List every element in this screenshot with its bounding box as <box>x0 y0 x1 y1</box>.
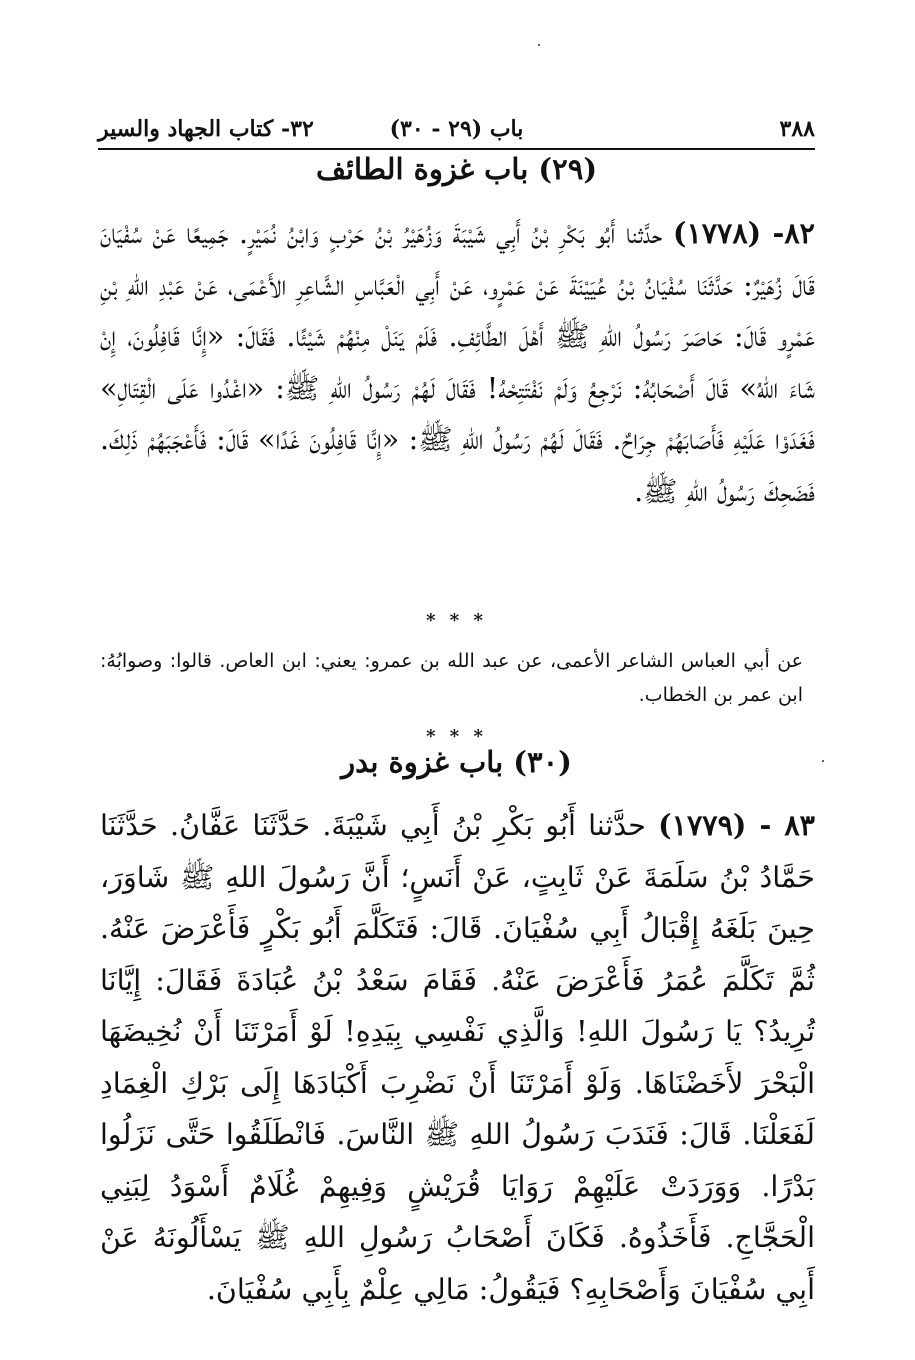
book-title: ٣٢- كتاب الجهاد والسير <box>98 116 314 142</box>
running-header <box>98 112 815 146</box>
hadith-number-82: ٨٢- (١٧٧٨) <box>672 216 815 250</box>
scan-speck <box>822 760 824 762</box>
hadith-82 <box>100 208 815 517</box>
section-title-30: (٣٠) باب غزوة بدر <box>341 745 572 779</box>
header-rule <box>98 148 815 150</box>
page-number: ٣٨٨ <box>779 116 815 142</box>
hadith-text-82: حدَّثنا أَبُو بَكْرِ بْنُ أَبِي شَيْبَةَ وَزُهَيْرُ بْنُ حَرْبٍ وَابْنُ نُمَيْرٍ. جَمِيعًا عَنْ سُفْيَانَ قَالَ زُهَيْرٌ: حَدَّثَنَا سُفْيَانُ بْنُ عُيَيْنَةَ عَنْ عَمْرٍو، عَنْ أَبِي الْعَبَّاسِ الشَّاعِرِ الأَعْمَى، عَنْ عَبْدِ اللهِ بْنِ عَمْرٍو قَالَ: حَاصَرَ رَسُولُ اللهِ ﷺ أَهْلَ الطَّائِفِ. فَلَمْ يَنَلْ مِنْهُمْ شَيْئًا. فَقَالَ: «إِنَّا قَافِلُونَ، إِنْ شَاءَ اللهُ» قَالَ أَصْحَابُهُ: نَرْجِعُ وَلَمْ نَفْتَتِحْهُ! فَقَالَ لَهُمْ رَسُولُ اللهِ ﷺ: «اغْدُوا عَلَى الْقِتَالِ» فَغَدَوْا عَلَيْهِ فَأَصَابَهُمْ جِرَاحٌ. فَقَالَ لَهُمْ رَسُولُ اللهِ ﷺ: «إِنَّا قَافِلُونَ غَدًا» قَالَ: فَأَعْجَبَهُمْ ذَلِكَ. فَضَحِكَ رَسُولُ اللهِ ﷺ. <box>100 217 815 508</box>
hadith-text-83: حدَّثنا أَبُو بَكْرِ بْنُ أَبِي شَيْبَةَ. حَدَّثَنَا عَفَّانُ. حَدَّثَنَا حَمَّادُ بْنُ سَلَمَةَ عَنْ ثَابِتٍ، عَنْ أَنَسٍ؛ أَنَّ رَسُولَ اللهِ ﷺ شَاوَرَ، حِينَ بَلَغَهُ إِقْبَالُ أَبِي سُفْيَانَ. قَالَ: فَتَكَلَّمَ أَبُو بَكْرٍ فَأَعْرَضَ عَنْهُ. ثُمَّ تَكَلَّمَ عُمَرُ فَأَعْرَضَ عَنْهُ. فَقَامَ سَعْدُ بْنُ عُبَادَةَ فَقَالَ: إِيَّانَا تُرِيدُ؟ يَا رَسُولَ اللهِ! وَالَّذِي نَفْسِي بِيَدِهِ! لَوْ أَمَرْتَنَا أَنْ نُخِيضَهَا الْبَحْرَ لأَخَضْنَاهَا. وَلَوْ أَمَرْتَنَا أَنْ نَضْرِبَ أَكْبَادَهَا إِلَى بَرْكِ الْغِمَادِ لَفَعَلْنَا. قَالَ: فَنَدَبَ رَسُولُ اللهِ ﷺ النَّاسَ. فَانْطَلَقُوا حَتَّى نَزَلُوا بَدْرًا. وَوَرَدَتْ عَلَيْهِمْ رَوَايَا قُرَيْشٍ وَفِيهِمْ غُلَامٌ أَسْوَدُ لِبَنِي الْحَجَّاجِ. فَأَخَذُوهُ. فَكَانَ أَصْحَابُ رَسُولِ اللهِ ﷺ يَسْأَلُونَهُ عَنْ أَبِي سُفْيَانَ وَأَصْحَابِهِ؟ فَيَقُولُ: مَالِي عِلْمٌ بِأَبِي سُفْيَانَ. <box>100 809 815 1306</box>
separator-stars-2: * * * <box>426 726 487 747</box>
section-title-29: (٢٩) باب غزوة الطائف <box>315 152 598 186</box>
scan-speck <box>538 44 540 46</box>
hadith-83 <box>100 800 815 1315</box>
footnote: عن أبي العباس الشاعر الأعمى، عن عبد الله بن عمرو: يعني: ابن العاص. قالوا: وصوابُهُ: ابن عمر بن الخطاب. <box>100 650 803 706</box>
chapter-range: باب (٢٩ - ٣٠) <box>389 116 524 142</box>
hadith-number-83: ٨٣ - (١٧٧٩) <box>658 808 815 842</box>
separator-stars-1: * * * <box>426 610 487 631</box>
